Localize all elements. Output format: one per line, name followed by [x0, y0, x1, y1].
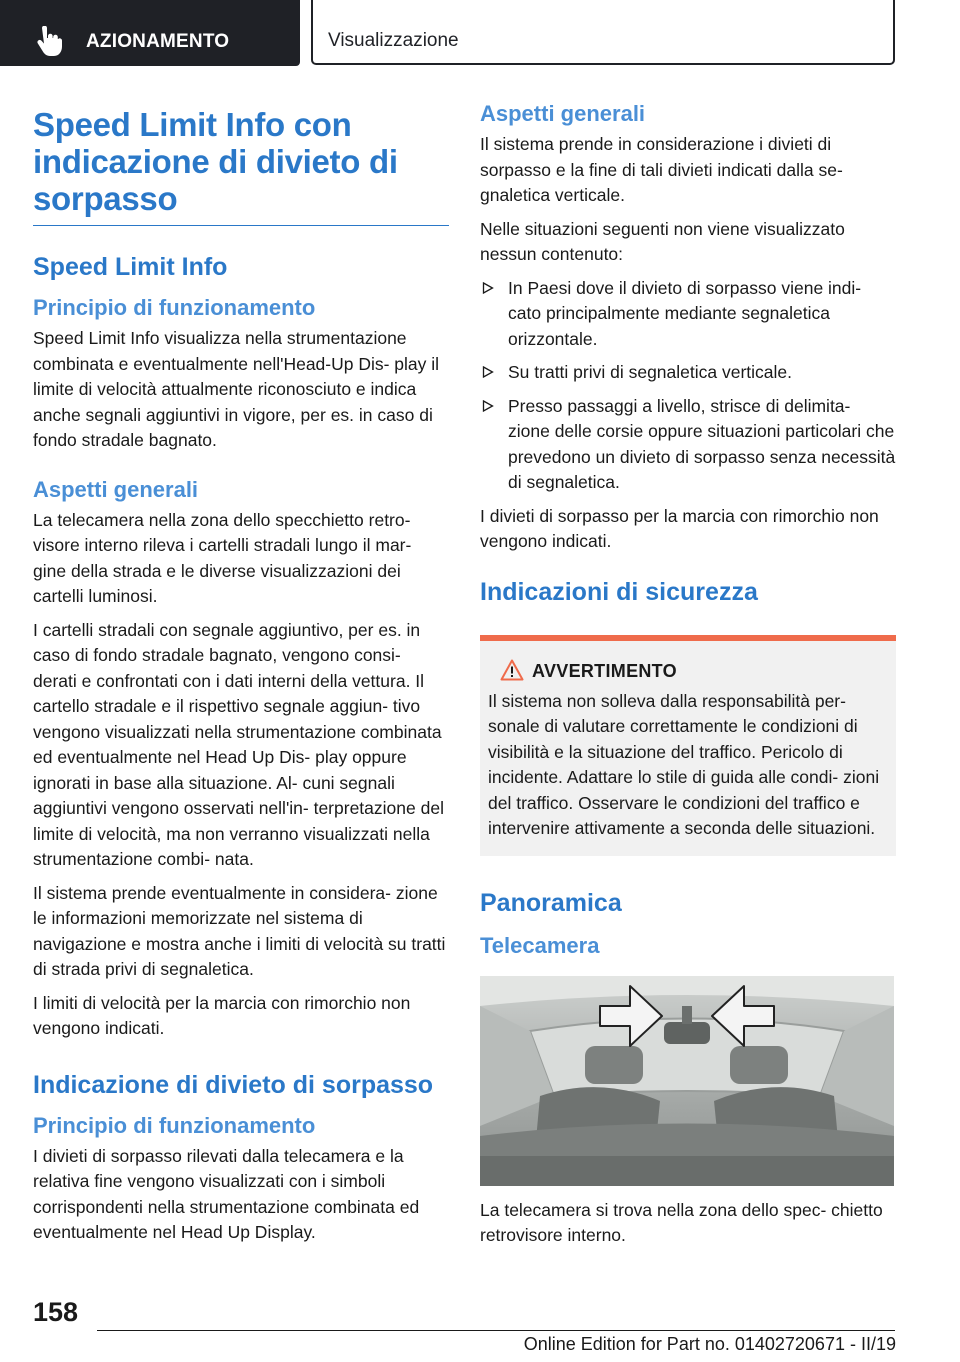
heading-aspetti-2: Aspetti generali [480, 101, 646, 126]
heading-telecamera: Telecamera [480, 932, 600, 958]
heading-panoramica: Panoramica [480, 888, 622, 917]
paragraph-aspetti-1b: I cartelli stradali con segnale aggiuntivo, per es. in caso di fondo stradale bagnato, vengono consi‐ derati e confrontati con i dati interni della vettura. Il cartello stradale e il rispettivo segnale aggiun‐ tivo vengono visualizzati nella strumentazione combinata ed eventualmente nel Head Up Dis‐ play oppure ignorati in base alla situazione. Al‐ cuni segnali aggiuntivi vengono osservati nell'in‐ terpretazione del limite di velocità, ma non verranno visualizzati nella strumentazione combi‐ nata. [33, 619, 444, 869]
paragraph-principio-1: Speed Limit Info visualizza nella strumentazione combinata e eventualmente nell'Head-Up Dis‐ play il limite di velocità attualmente riconosciuto e indica anche segnali aggiuntivi in vigore, per es. in caso di fondo stradale bagnato. [33, 328, 440, 450]
paragraph-aspetti-2b: Nelle situazioni seguenti non viene visualizzato nessun contenuto: [480, 218, 845, 264]
warning-box [480, 635, 896, 856]
paragraph-aspetti-1d: I limiti di velocità per la marcia con rimorchio non vengono indicati. [33, 992, 411, 1038]
triangle-bullet-icon [482, 400, 494, 412]
left-column [33, 100, 449, 1254]
warning-title: AVVERTIMENTO [532, 660, 677, 681]
footer-divider [97, 1330, 895, 1331]
list-item-text: In Paesi dove il divieto di sorpasso viene indi‐ cato principalmente mediante segnaletica orizzontale. [508, 277, 862, 349]
warning-triangle-icon [500, 659, 524, 681]
list-item-text: Presso passaggi a livello, strisce di delimita‐ zione delle corsie oppure situazioni particolari che prevedono un divieto di sorpasso senza necessità di segnaletica. [508, 395, 896, 492]
camera-location-photo [480, 976, 894, 1186]
heading-divieto-sorpasso: Indicazione di divieto di sorpasso [33, 1070, 434, 1099]
paragraph-principio-2: I divieti di sorpasso rilevati dalla telecamera e la relativa fine vengono visualizzati con i simboli corrispondenti nella strumentazione combinata ed eventualmente nel Head Up Display. [33, 1145, 420, 1242]
paragraph-telecamera: La telecamera si trova nella zona dello spec‐ chietto retrovisore interno. [480, 1199, 883, 1245]
triangle-bullet-icon [482, 282, 494, 294]
page-header [0, 0, 960, 66]
warning-text: Il sistema non solleva dalla responsabilità per‐ sonale di valutare correttamente le condizioni di visibilità e la situazione del traffico. Pericolo di incidente. Adattare lo stile di guida alle condi‐ zioni del traffico. Osservare le condizioni del traffico e intervenire attivamente a seconda delle situazioni. [488, 690, 880, 838]
chapter-title: Speed Limit Info con indicazione di divieto di sorpasso [33, 106, 449, 226]
page-number: 158 [33, 1297, 79, 1327]
heading-principio-2: Principio di funzionamento [33, 1112, 316, 1138]
heading-aspetti-1: Aspetti generali [33, 476, 199, 502]
paragraph-aspetti-1a: La telecamera nella zona dello specchietto retro‐ visore interno rileva i cartelli stradali lungo il mar‐ gine della strada e le diverse visualizzazioni dei cartelli luminosi. [33, 509, 412, 606]
right-column [480, 100, 896, 1257]
section-title: AZIONAMENTO [86, 31, 230, 52]
heading-sicurezza: Indicazioni di sicurezza [480, 577, 758, 606]
list-item [480, 276, 896, 353]
list-item [480, 360, 896, 386]
list-item [480, 394, 896, 496]
heading-speed-limit-info: Speed Limit Info [33, 253, 228, 281]
section-tab [0, 0, 300, 66]
paragraph-aspetti-2c: I divieti di sorpasso per la marcia con rimorchio non vengono indicati. [480, 505, 879, 551]
subsection-title: Visualizzazione [328, 30, 459, 51]
list-item-text: Su tratti privi di segnaletica verticale. [508, 362, 793, 382]
situations-list [480, 276, 896, 496]
edition-note: Online Edition for Part no. 01402720671 - II/19 [523, 1334, 896, 1354]
paragraph-aspetti-1c: Il sistema prende eventualmente in considera‐ zione le informazioni memorizzate nel sistema di navigazione e mostra anche i limiti di velocità su tratti di strada privi di segnaletica. [33, 882, 446, 979]
paragraph-aspetti-2a: Il sistema prende in considerazione i divieti di sorpasso e la fine di tali divieti indicati dalla se‐ gnaletica verticale. [480, 134, 843, 205]
hand-pointer-icon [36, 26, 62, 56]
subsection-box [311, 0, 895, 65]
triangle-bullet-icon [482, 366, 494, 378]
heading-principio-1: Principio di funzionamento [33, 295, 316, 320]
